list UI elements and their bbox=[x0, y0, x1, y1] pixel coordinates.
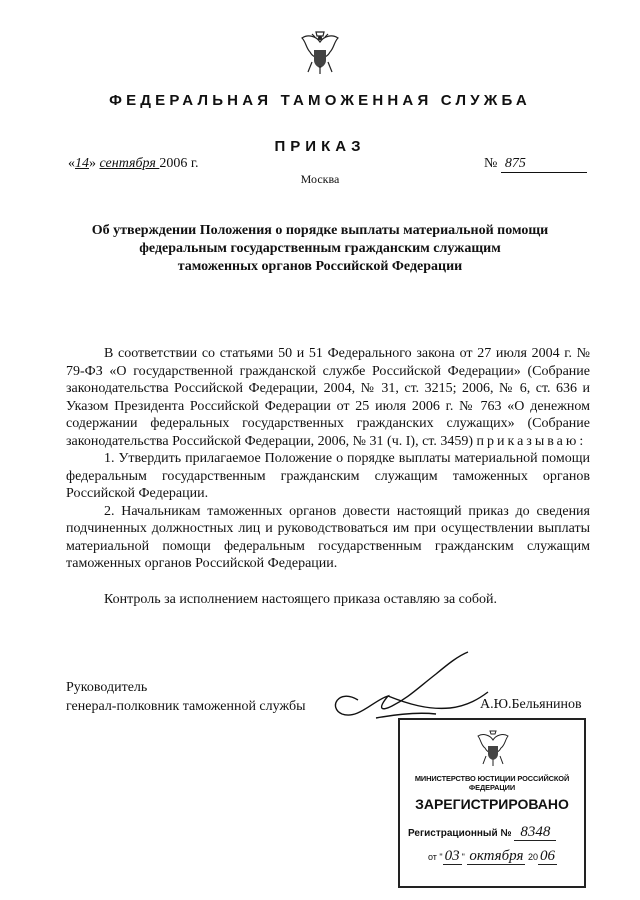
stamp-registered: ЗАРЕГИСТРИРОВАНО bbox=[415, 796, 569, 812]
document-title bbox=[60, 222, 580, 276]
order-date-month: сентября bbox=[99, 156, 160, 171]
city: Москва bbox=[300, 172, 340, 186]
order-date-year: 2006 г. bbox=[159, 156, 199, 171]
stamp-ministry: МИНИСТЕРСТВО ЮСТИЦИИ РОССИЙСКОЙ ФЕДЕРАЦИИ bbox=[414, 774, 570, 792]
stamp-eagle-emblem bbox=[475, 728, 511, 768]
registration-stamp bbox=[398, 718, 586, 888]
document-body bbox=[66, 345, 590, 608]
document-type: ПРИКАЗ bbox=[274, 138, 366, 155]
order-item-1: 1. Утвердить прилагаемое Положение о порядке выплаты материальной помощи федеральным государственным гражданским служащим таможенных органов Российской Федерации. bbox=[66, 451, 590, 501]
closing-paragraph: Контроль за исполнением настоящего приказа оставляю за собой. bbox=[104, 591, 498, 607]
order-item-2: 2. Начальникам таможенных органов довести настоящий приказ до сведения подчиненных должностных лиц и руководствоваться им при осуществлении выплаты материальной помощи федеральным государственным гражданским служащим таможенных органов Российской Федерации. bbox=[66, 503, 590, 571]
agency-name: ФЕДЕРАЛЬНАЯ ТАМОЖЕННАЯ СЛУЖБА bbox=[109, 92, 531, 109]
stamp-registration-number: Регистрационный № 8348 bbox=[408, 824, 556, 841]
preamble-paragraph: В соответствии со статьями 50 и 51 Федерального закона от 27 июля 2004 г. № 79-ФЗ «О государственной гражданской службе Российской Федерации» (Собрание законодательства Российской Федерации, 2004, № 31, ст. 3215; 2006, № 6, ст. 636 и Указом Президента Российской Федерации от 25 июля 2006 г. № 763 «О денежном содержании федеральных государственных гражданских служащих» (Собрание законодательства Российской Федерации, 2006, № 31 (ч. I), ст. 3459) приказываю: bbox=[66, 346, 590, 449]
order-word: приказываю: bbox=[476, 433, 587, 449]
title-line: таможенных органов Российской Федерации bbox=[177, 259, 463, 274]
order-number-value: 875 bbox=[501, 156, 587, 173]
signatory-name: А.Ю.Бельянинов bbox=[480, 697, 582, 712]
title-line: Об утверждении Положения о порядке выплаты материальной помощи bbox=[91, 223, 549, 238]
order-date: «14» сентября 2006 г. bbox=[68, 156, 199, 171]
double-headed-eagle-emblem bbox=[298, 28, 342, 76]
order-date-day: 14 bbox=[75, 156, 89, 171]
order-number: № 875 bbox=[484, 156, 587, 173]
stamp-registration-date: от " 03 " октября 20 06 bbox=[428, 848, 555, 864]
title-line: федеральным государственным гражданским служащим bbox=[139, 241, 501, 256]
signatory-position: Руководитель генерал-полковник таможенной службы bbox=[66, 680, 306, 714]
